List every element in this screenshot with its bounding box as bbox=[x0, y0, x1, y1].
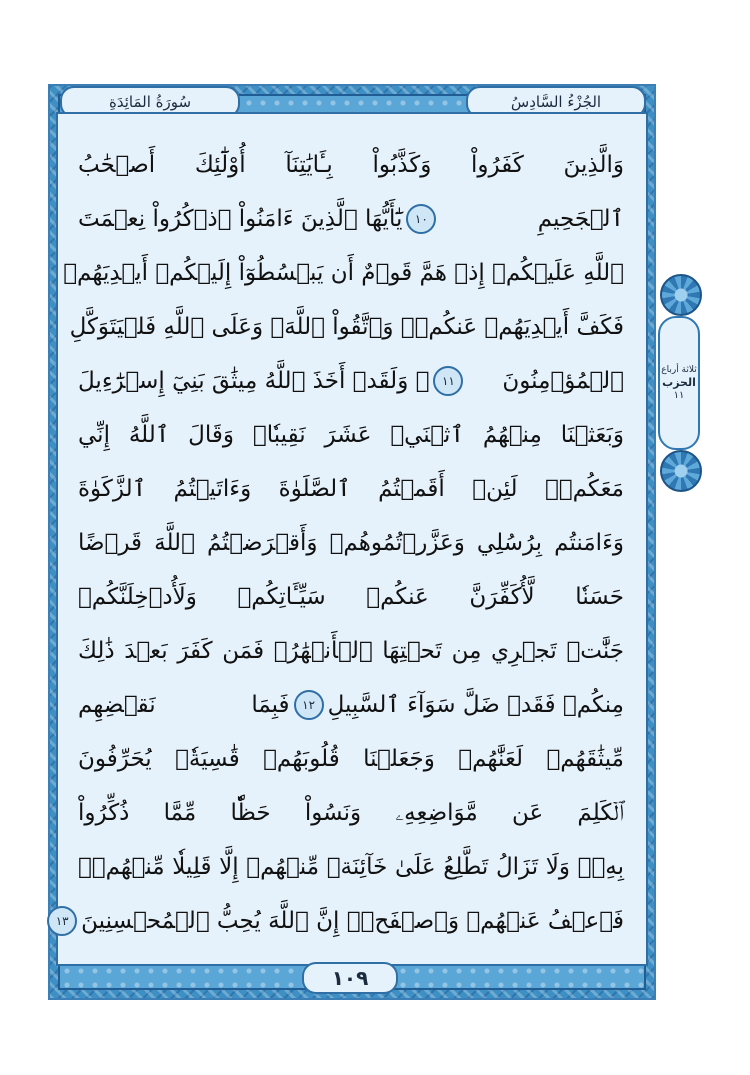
verse-line bbox=[78, 138, 624, 192]
verse-text: جَنَّٰتٖ تَجۡرِي مِن تَحۡتِهَا ٱلۡأَنۡهَٰرُۚ فَمَن كَفَرَ بَعۡدَ ذَٰلِكَ bbox=[78, 638, 624, 664]
page-number-cartouche bbox=[302, 962, 398, 994]
verse-text: ۞ وَلَقَدۡ أَخَذَ ٱللَّهُ مِيثَٰقَ بَنِيٓ إِسۡرَٰٓءِيلَ bbox=[78, 368, 430, 394]
hizb-marker bbox=[656, 274, 702, 492]
verse-line bbox=[78, 624, 624, 678]
verse-text: فَٱعۡفُ عَنۡهُمۡ وَٱصۡفَحۡۚ إِنَّ ٱللَّهَ يُحِبُّ ٱلۡمُحۡسِنِينَ bbox=[81, 908, 624, 934]
verse-text: بِهِۦۚ وَلَا تَزَالُ تَطَّلِعُ عَلَىٰ خَآئِنَةٖ مِّنۡهُمۡ إِلَّا قَلِيلٗا مِّنۡهُمۡۖ bbox=[78, 854, 624, 880]
ayah-number-marker: ١٢ bbox=[294, 690, 324, 720]
verse-line bbox=[78, 840, 624, 894]
verse-line bbox=[78, 732, 624, 786]
verse-text: وَبَعَثۡنَا مِنۡهُمُ ٱثۡنَيۡ عَشَرَ نَقِيبٗاۖ وَقَالَ ٱللَّهُ إِنِّي bbox=[78, 422, 624, 448]
hizb-quarter-text: ثلاثة أرباع bbox=[661, 364, 697, 375]
ayah-number-marker: ١١ bbox=[433, 366, 463, 396]
ornament-rosette-icon bbox=[660, 450, 702, 492]
verse-line bbox=[78, 570, 624, 624]
ayah-number-marker: ١٣ bbox=[47, 906, 77, 936]
verse-text: ٱلۡجَحِيمِ bbox=[537, 206, 624, 232]
quran-text bbox=[55, 138, 624, 948]
verse-line bbox=[78, 786, 624, 840]
verse-text: وَالَّذِينَ كَفَرُواْ وَكَذَّبُواْ بِـَٔايَٰتِنَآ أُوْلَٰٓئِكَ أَصۡحَٰبُ bbox=[78, 152, 624, 178]
verse-line bbox=[78, 192, 624, 246]
verse-line bbox=[69, 300, 624, 354]
verse-text: ٱلۡمُؤۡمِنُونَ bbox=[502, 368, 624, 394]
verse-text: فَكَفَّ أَيۡدِيَهُمۡ عَنكُمۡۖ وَٱتَّقُواْ ٱللَّهَۚ وَعَلَى ٱللَّهِ فَلۡيَتَوَكَّلِ bbox=[69, 314, 624, 340]
verse-line bbox=[78, 408, 624, 462]
verse-text: مَعَكُمۡۖ لَئِنۡ أَقَمۡتُمُ ٱلصَّلَوٰةَ وَءَاتَيۡتُمُ ٱلزَّكَوٰةَ bbox=[78, 476, 624, 502]
ayah-number-marker: ١٠ bbox=[406, 204, 436, 234]
ornament-rosette-icon bbox=[660, 274, 702, 316]
verse-text: ٱللَّهِ عَلَيۡكُمۡ إِذۡ هَمَّ قَوۡمٌ أَن يَبۡسُطُوٓاْ إِلَيۡكُمۡ أَيۡدِيَهُمۡ bbox=[63, 260, 624, 286]
verse-text: حَسَنٗا لَّأُكَفِّرَنَّ عَنكُمۡ سَيِّـَٔاتِكُمۡ وَلَأُدۡخِلَنَّكُمۡ bbox=[78, 584, 624, 610]
verse-text: مِنكُمۡ فَقَدۡ ضَلَّ سَوَآءَ ٱلسَّبِيلِ bbox=[327, 692, 624, 718]
verse-line bbox=[78, 462, 624, 516]
verse-text: مِّيثَٰقَهُمۡ لَعَنَّٰهُمۡ وَجَعَلۡنَا قُلُوبَهُمۡ قَٰسِيَةٗۖ يُحَرِّفُونَ bbox=[78, 746, 624, 772]
juz-name: الجُزْءُ السَّادِسُ bbox=[510, 93, 602, 111]
verse-text: فَبِمَا نَقۡضِهِم bbox=[78, 692, 290, 718]
page-number: ١٠٩ bbox=[331, 966, 369, 990]
verse-line bbox=[78, 678, 624, 732]
verse-line bbox=[55, 894, 624, 948]
hizb-label bbox=[658, 316, 700, 450]
verse-line bbox=[78, 354, 624, 408]
verse-line bbox=[78, 516, 624, 570]
verse-text: ٱلۡكَلِمَ عَن مَّوَاضِعِهِۦ وَنَسُواْ حَظّٗا مِّمَّا ذُكِّرُواْ bbox=[78, 800, 624, 826]
surah-name: سُورَةُ المَائِدَةِ bbox=[108, 93, 192, 111]
verse-line bbox=[63, 246, 624, 300]
hizb-number: ١١ bbox=[673, 389, 685, 401]
verse-text: يَٰٓأَيُّهَا ٱلَّذِينَ ءَامَنُواْ ٱذۡكُرُواْ نِعۡمَتَ bbox=[78, 206, 403, 232]
hizb-word: الحزب bbox=[662, 375, 696, 389]
verse-text: وَءَامَنتُم بِرُسُلِي وَعَزَّرۡتُمُوهُمۡ وَأَقۡرَضۡتُمُ ٱللَّهَ قَرۡضًا bbox=[78, 530, 624, 556]
